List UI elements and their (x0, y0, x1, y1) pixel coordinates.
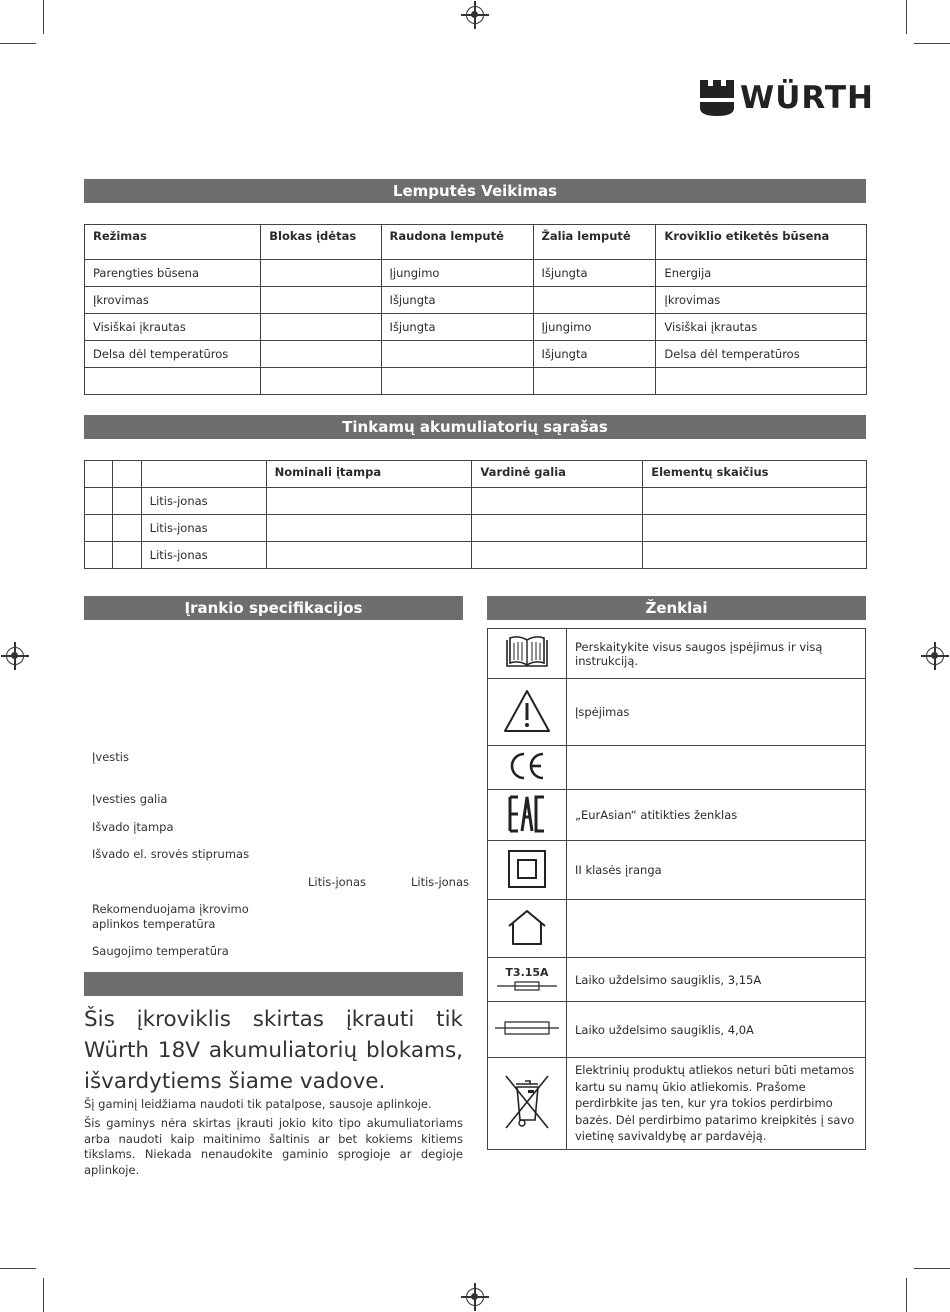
led-cell (533, 368, 656, 395)
symbol-text-warning: Įspėjimas (567, 679, 866, 746)
battery-cell (472, 542, 643, 569)
battery-cell (266, 542, 472, 569)
symbol-text-class-ii: II klasės įranga (567, 841, 866, 900)
notice-paragraph-2: Šis gaminys nėra skirtas įkrauti jokio kito tipo akumuliatoriams arba naudoti kaip maitinimo šaltinis ar bet kokiems kitiems tikslams. Niekada nenaudokite gaminio sprogioje ar degioje aplinkoje. (84, 1116, 463, 1177)
battery-cell (266, 488, 472, 515)
wurth-logo (700, 80, 874, 120)
battery-header-cell (113, 461, 141, 488)
spec-battery-type-1: Litis-jonas (308, 875, 367, 889)
fuse-icon (497, 979, 557, 993)
led-header-cell: Režimas (85, 225, 261, 260)
symbol-text-eac: „EurAsian“ atitikties ženklas (567, 790, 866, 841)
symbol-cell-fuse-40 (488, 1002, 567, 1058)
section-title-specs: Įrankio specifikacijos (84, 596, 463, 620)
battery-cell (643, 488, 867, 515)
led-cell (533, 287, 656, 314)
battery-header-cell: Nominali įtampa (266, 461, 472, 488)
registration-mark-left (6, 647, 24, 665)
led-cell (261, 260, 381, 287)
battery-cell (643, 515, 867, 542)
symbols-table (487, 628, 866, 1150)
led-cell: Energija (656, 260, 867, 287)
battery-cell (266, 515, 472, 542)
led-cell: Visiškai įkrautas (85, 314, 261, 341)
battery-header-cell: Elementų skaičius (643, 461, 867, 488)
spec-input: Įvestis (92, 750, 129, 764)
battery-cell (113, 515, 141, 542)
led-cell (261, 368, 381, 395)
section-title-batteries: Tinkamų akumuliatorių sąrašas (84, 415, 866, 439)
symbol-text-book: Perskaitykite visus saugos įspėjimus ir visą instrukciją. (567, 629, 866, 679)
symbol-cell-weee (488, 1058, 567, 1150)
fuse-label: T3.15A (505, 965, 549, 979)
battery-cell (113, 542, 141, 569)
table-row (85, 341, 867, 368)
spec-output-current: Išvado el. srovės stiprumas (92, 847, 250, 861)
notice-headline: Šis įkroviklis skirtas įkrauti tik Würth 18V akumuliatorių blokams, išvardytiems šiame vadove. (84, 1007, 463, 1094)
table-row (85, 260, 867, 287)
symbol-cell-book (488, 629, 567, 679)
table-row (85, 314, 867, 341)
eac-mark-icon (507, 795, 547, 833)
led-cell (261, 287, 381, 314)
led-header-cell: Kroviklio etiketės būsena (656, 225, 867, 260)
led-header-cell: Blokas įdėtas (261, 225, 381, 260)
spec-charge-temp: Rekomenduojama įkrovimo aplinkos temperatūra (92, 902, 249, 931)
led-cell: Išjungta (381, 314, 533, 341)
section-title-led: Lemputės Veikimas (84, 179, 866, 203)
led-cell: Visiškai įkrautas (656, 314, 867, 341)
led-cell: Išjungta (533, 341, 656, 368)
wurth-logo-icon (700, 80, 734, 116)
led-cell (381, 368, 533, 395)
symbol-text-fuse-40: Laiko uždelsimo saugiklis, 4,0A (567, 1002, 866, 1058)
symbol-cell-eac (488, 790, 567, 841)
symbol-text-indoor (567, 900, 866, 958)
battery-cell (85, 488, 113, 515)
battery-cell (643, 542, 867, 569)
led-cell: Įkrovimas (85, 287, 261, 314)
registration-mark-right (926, 647, 944, 665)
battery-cell (472, 488, 643, 515)
battery-cell (472, 515, 643, 542)
registration-mark-bottom (466, 1288, 484, 1306)
led-cell: Įjungimo (533, 314, 656, 341)
ce-mark-icon (507, 751, 547, 781)
class-ii-icon (507, 849, 547, 889)
spec-storage-temp: Saugojimo temperatūra (92, 944, 229, 958)
table-row (85, 542, 867, 569)
led-cell: Įkrovimas (656, 287, 867, 314)
led-cell (261, 341, 381, 368)
symbol-text-fuse-315: Laiko uždelsimo saugiklis, 3,15A (567, 958, 866, 1002)
symbol-cell-indoor (488, 900, 567, 958)
brand-name: WÜRTH (740, 80, 874, 116)
table-row (85, 488, 867, 515)
led-header-cell: Raudona lemputė (381, 225, 533, 260)
fuse-icon (495, 1018, 559, 1038)
table-row (85, 515, 867, 542)
indoor-use-icon (505, 908, 549, 946)
led-cell: Išjungta (381, 287, 533, 314)
battery-header-cell: Vardinė galia (472, 461, 643, 488)
led-cell (85, 368, 261, 395)
book-icon (504, 634, 550, 670)
battery-table (84, 460, 867, 569)
registration-mark-top (466, 6, 484, 24)
table-row (85, 368, 867, 395)
warning-icon (503, 688, 551, 734)
symbol-cell-ce (488, 746, 567, 790)
led-cell (261, 314, 381, 341)
weee-bin-icon (502, 1072, 552, 1132)
table-row (85, 287, 867, 314)
led-cell: Įjungimo (381, 260, 533, 287)
led-cell: Išjungta (533, 260, 656, 287)
battery-cell: Litis-jonas (141, 515, 266, 542)
led-cell: Parengties būsena (85, 260, 261, 287)
symbol-text-ce (567, 746, 866, 790)
symbol-text-weee: Elektrinių produktų atliekos neturi būti metamos kartu su namų ūkio atliekomis. Prašome perdirbkite jas ten, kur yra tokios perdirbimo bazės. Dėl perdirbimo patarimo kreipkitės į savo vietinę savivaldybę ar pardavėją. (567, 1058, 866, 1150)
battery-cell: Litis-jonas (141, 488, 266, 515)
led-cell (656, 368, 867, 395)
symbol-cell-warning (488, 679, 567, 746)
battery-cell (85, 542, 113, 569)
battery-cell: Litis-jonas (141, 542, 266, 569)
led-cell (381, 341, 533, 368)
spec-output-voltage: Išvado įtampa (92, 820, 174, 834)
led-table (84, 224, 867, 395)
led-header-cell: Žalia lemputė (533, 225, 656, 260)
led-cell: Delsa dėl temperatūros (656, 341, 867, 368)
section-divider-bar (84, 972, 463, 996)
section-title-symbols: Ženklai (487, 596, 866, 620)
notice-paragraph-1: Šį gaminį leidžiama naudoti tik patalpose, sausoje aplinkoje. (84, 1097, 432, 1111)
spec-input-power: Įvesties galia (92, 792, 168, 806)
battery-cell (113, 488, 141, 515)
led-cell: Delsa dėl temperatūros (85, 341, 261, 368)
battery-cell (85, 515, 113, 542)
battery-header-cell (85, 461, 113, 488)
symbol-cell-class-ii (488, 841, 567, 900)
symbol-cell-fuse-315 (488, 958, 567, 1002)
spec-battery-type-2: Litis-jonas (411, 875, 470, 889)
battery-header-cell (141, 461, 266, 488)
